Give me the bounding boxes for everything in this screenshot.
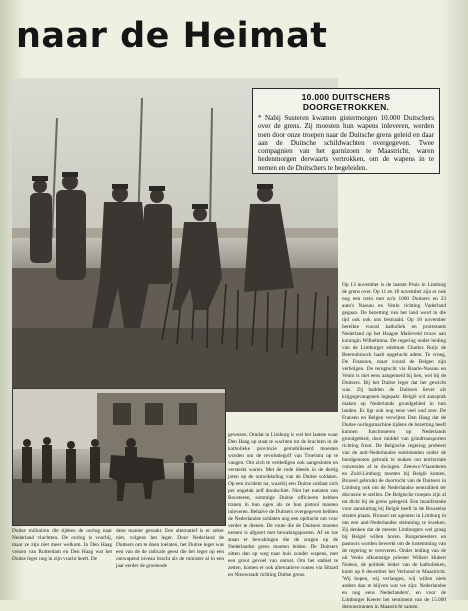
article-column-middle: gewezen. Omdat in Limburg is wel het laatste waar Den Haag op staat te wachten tot de krachten in de katholieke provincie gemobiliseerd moesten worden om de revolutiegolf van Troelstra op te vangen. Om zich te verdedigen ook aangesloten en versterkt waren. Met de rode ideeën in de dertig jaren op de ontwikkeling van de Duitse soldaten. Op een incident na, waarbij een Duitse soldaat zich per ongeluk zelf doodschiet. Niet het toelaten van Roosteren, sommige Duitse officieren hebben tranen in hun ogen als ze hun pistool moeten inleveren. Behalve de Duitsers overgegeven hebben de Nederlandse soldaten nog een opdracht om voor verder te dienen. De route die de Duitsers moeten nemen is afgezet met bewakingsposten. Af en toe staan er bewakingen die de zorgen op de Nederlandse grens moeten leiden. De Duitsers zitten dan op weg naar huis zonder wapens, met een groot gevoel van onrust. Om het stabiel te zetten, komen er ook alternatieve routes via Sittard en Nieuwstadt richting Duitse grens. bbox=[228, 432, 338, 578]
clipping-body: * Nabij Susteren kwamen gistermorgen 10.000 Duitschers over de grens. Zij moesten hun wapens inleveren, werden toen door onze troepen naar de Duitsche grens geleid en daar aan de Duitsche schildwachten overgegeven. Twee compagnien van het garnizoen te Maastricht, waren hedenmorgen derwaarts vertrokken, om de wapens in te nemen en de Duitschers te begeleiden. bbox=[258, 114, 434, 172]
street-scene-photo bbox=[12, 388, 226, 526]
article-column-right: Op 13 november is de laatste Pruis in Limburg de grens over. Op 11 en 18 november zijn er ook nog een trein met zo'n 1000 Duitsers en 23 auto's Nassau en Venlo richting Vaderland gegaan. De bezetting van het land werd in die tijd ook ook ons bestraald. Op 18 november bereikte vooral katholiek en protestants Nederland op het Haagse Malieveld trouw aan koningin Wilhelmina. De regering onder leiding van de Limburger edelman Charles Ruijs de Beerenbrouck haalt opgelucht adem. Te vroeg. De Franssen, maar vooral de Belgen zijn verbolgen. De terugtocht via Baarle-Nassau en Venlo is niet eens aangemeld bij hen, wel bij de Duitsers. Bij het Duitse leger dat het gewicht was. Zij hadden de Duitsers liever als krijgsgevangenen ingepakt. België wil aansprak maken op Nederlands grondgebied in hun landen. Er ligt ook nog eens veel oud zeer. De Fransen en Belgen verwijten Den Haag dat de Duitse oorlogsmachine tijdens de bezetting heeft kunnen functioneren op Nederlands grondgebied, door middel van grindtransporten richting front. De Belgische regering probeert van de anti-Nederlandse sentimenten onder de bondgenoten gebruik te maken om territoriale concessies af te dwingen. Zeeuws-Vlaanderen en Zuid-Limburg moeten bij België komen. Brussel gebruikt de doortocht van de Duitsers in Limburg ook om de Nederlandse neutraliteit ter discussie te stellen. De Belgische troepen zijn al tot dicht bij de grens gelegerd. Een manifestatie voor aansluiting bij België heeft in de Brusselse straten plaats. Brussel zet agenten in Limburg in om een anti-Nederlandse stemming te kweken. Zij denken dat de meeste Limburgers wel graag bij België willen horen. Burgemeesters en pastoors worden bewerkt om de instemming van de regering te veroveren. Onder leiding van de uit Venlo afkomstige priester Willem Hubert Nolens, de politiek leider van de katholieken, komt op 6 december het Verbond te Maastricht. 'Wij hopen, wij verlangen, wij willen niets anders dan te blijven wat we zijn: Nederlandse en nog eens Nederlanders', en voor de Limburger Keerer het sentiment van de 15.000 demonstranten in Maastricht samen. bbox=[342, 282, 446, 610]
clipping-heading: 10.000 DUITSCHERS DOORGETROKKEN. bbox=[301, 92, 391, 112]
headline: naar de Heimat bbox=[16, 16, 328, 56]
article-column-left: deze manier geraakt. Een alternatief is er zeker niet, volgens het leger. Door Nederland de Duitsers om te doen toelaten, het Duitse leger was een van de de radicale geest die het leger op een ontwapend niveau bracht als de minister al in een jaar eerder de groeiende bbox=[116, 528, 224, 569]
news-clipping bbox=[252, 88, 440, 174]
photo-caption-column: Duitse militairen die tijdens de oorlog naar Nederland vluchtten. De oorlog is voorbij, maar ze zijn niet meer welkom. In Den Haag vrezen van Rotterdam en Den Haag wat het Duitse leger nog in zijn vracht heeft. De bbox=[12, 528, 112, 562]
street-scene-illustration bbox=[13, 389, 225, 525]
